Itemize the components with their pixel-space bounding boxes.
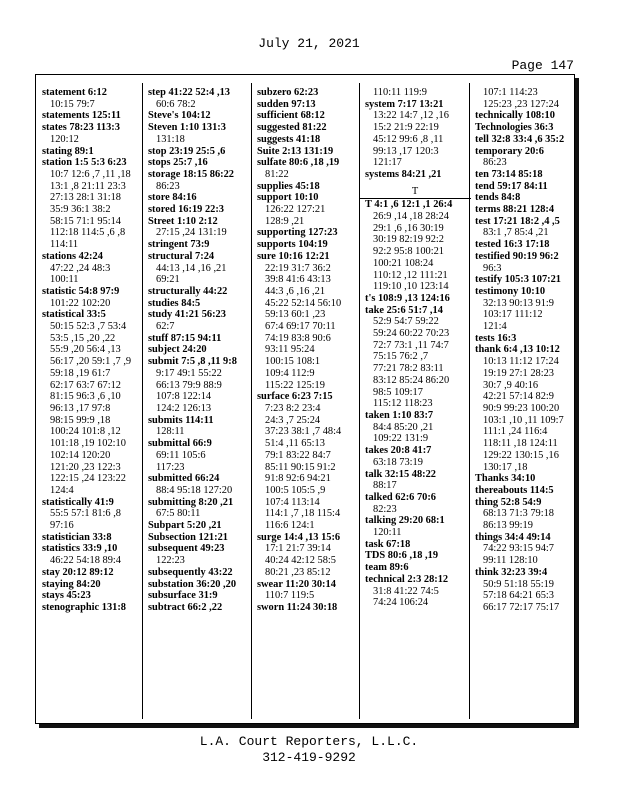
index-entry-continuation: 107:8 122:14: [156, 391, 212, 403]
index-entry-continuation: 131:18: [156, 133, 185, 145]
index-entry-continuation: 93:11 95:24: [265, 344, 315, 356]
index-entry: talk 32:15 48:22: [365, 468, 436, 480]
index-entry-continuation: 45:22 52:14 56:10: [265, 297, 342, 309]
index-entry-continuation: 98:15 99:9 ,18: [50, 414, 111, 426]
index-entry-continuation: 66:13 79:9 88:9: [156, 379, 222, 391]
index-entry: statistician 33:8: [42, 531, 112, 543]
index-entry-continuation: 27:13 28:1 31:18: [50, 192, 122, 204]
index-entry: supports 104:19: [257, 239, 328, 251]
index-entry: structural 7:24: [148, 250, 215, 262]
index-entry-continuation: 114:1 ,7 ,18 115:4: [265, 508, 341, 520]
index-entry-continuation: 82:23: [373, 503, 397, 515]
index-entry-continuation: 69:21: [156, 274, 180, 286]
index-entry-continuation: 91:8 92:6 94:21: [265, 473, 331, 485]
index-column-3: [257, 87, 341, 614]
index-entry-continuation: 90:9 99:23 100:20: [483, 402, 560, 414]
index-entry-continuation: 67:5 80:11: [156, 508, 201, 520]
index-entry-continuation: 74:19 83:8 90:6: [265, 332, 331, 344]
index-entry: submit 7:5 ,8 ,11 9:8: [148, 356, 237, 368]
index-entry-continuation: 52:9 54:7 59:22: [373, 316, 439, 328]
index-entry: testify 105:3 107:21: [475, 274, 561, 286]
index-entry: structurally 44:22: [148, 285, 228, 297]
index-entry-continuation: 124:4: [50, 484, 74, 496]
index-entry-continuation: 88:17: [373, 480, 397, 492]
index-entry-continuation: 84:4 85:20 ,21: [373, 421, 434, 433]
index-entry-continuation: 35:9 36:1 38:2: [50, 204, 111, 216]
index-entry: statistical 33:5: [42, 309, 106, 321]
index-entry: stating 89:1: [42, 145, 94, 157]
index-entry: Thanks 34:10: [475, 473, 536, 485]
index-entry: T 4:1 ,6 12:1 ,1 26:4: [365, 199, 453, 211]
index-entry: subsequently 43:22: [148, 566, 233, 578]
index-entry-continuation: 56:17 ,20 59:1 ,7 ,9: [50, 356, 132, 368]
index-entry-continuation: 15:2 21:9 22:19: [373, 122, 439, 134]
index-entry-continuation: 125:23 ,23 127:24: [483, 98, 559, 110]
index-entry-continuation: 50:15 52:3 ,7 53:4: [50, 321, 127, 333]
index-entry-continuation: 10:15 79:7: [50, 98, 95, 110]
index-entry: sudden 97:13: [257, 98, 316, 110]
index-entry-continuation: 51:4 ,11 65:13: [265, 438, 325, 450]
index-entry-continuation: 46:22 54:18 89:4: [50, 555, 122, 567]
index-column-2: [148, 87, 237, 614]
index-entry: statement 6:12: [42, 87, 107, 98]
index-entry: TDS 80:6 ,18 ,19: [365, 550, 439, 562]
index-entry-continuation: 72:7 73:1 ,11 74:7: [373, 339, 449, 351]
index-entry-continuation: 55:9 ,20 56:4 ,13: [50, 344, 121, 356]
index-entry: studies 84:5: [148, 297, 201, 309]
index-entry-continuation: 110:12 ,12 111:21: [373, 269, 448, 281]
index-entry-continuation: 10:13 11:12 17:24: [483, 356, 559, 368]
index-entry-continuation: 101:18 ,19 102:10: [50, 438, 126, 450]
index-entry-continuation: 110:7 119:5: [265, 590, 315, 602]
page-number: Page 147: [511, 58, 574, 73]
index-entry: stay 20:12 89:12: [42, 566, 114, 578]
index-entry-continuation: 107:1 114:23: [483, 87, 538, 98]
index-column-5: [475, 87, 564, 614]
index-entry-continuation: 10:7 12:6 ,7 ,11 ,18: [50, 168, 131, 180]
index-entry-continuation: 59:18 ,19 61:7: [50, 367, 111, 379]
index-entry-continuation: 98:5 109:17: [373, 386, 423, 398]
index-entry-continuation: 128:9 ,21: [265, 215, 305, 227]
column-divider: [469, 83, 470, 719]
index-entry: submittal 66:9: [148, 438, 212, 450]
index-entry-continuation: 120:12: [50, 133, 79, 145]
index-entry-continuation: 37:23 38:1 ,7 48:4: [265, 426, 342, 438]
index-entry-continuation: 101:22 102:20: [50, 297, 111, 309]
index-entry-continuation: 116:6 124:1: [265, 520, 315, 532]
index-entry-continuation: 62:7: [156, 321, 175, 333]
index-entry-continuation: 74:24 106:24: [373, 597, 429, 609]
index-entry-continuation: 121:17: [373, 157, 402, 169]
index-entry: submitted 66:24: [148, 473, 220, 485]
index-entry: store 84:16: [148, 192, 197, 204]
index-entry-continuation: 17:1 21:7 39:14: [265, 543, 331, 555]
index-entry: terms 88:21 128:4: [475, 204, 555, 216]
index-entry: tested 16:3 17:18: [475, 239, 550, 251]
index-entry: surface 6:23 7:15: [257, 391, 333, 403]
index-entry: stops 25:7 ,16: [148, 157, 208, 169]
index-entry-continuation: 86:23: [483, 157, 507, 169]
index-entry-continuation: 32:13 90:13 91:9: [483, 297, 555, 309]
index-entry: thereabouts 114:5: [475, 484, 554, 496]
index-entry-continuation: 24:3 ,7 25:24: [265, 414, 321, 426]
index-entry-continuation: 69:11 105:6: [156, 449, 206, 461]
index-entry-continuation: 7:23 8:2 23:4: [265, 402, 321, 414]
index-entry-continuation: 83:1 ,7 85:4 ,21: [483, 227, 549, 239]
index-entry: subject 24:20: [148, 344, 207, 356]
index-entry: Steven 1:10 131:3: [148, 122, 226, 134]
index-entry-continuation: 121:20 ,23 122:3: [50, 461, 121, 473]
column-divider: [142, 83, 143, 719]
index-entry-continuation: 122:23: [156, 555, 185, 567]
index-column-4: [365, 87, 465, 609]
index-entry: ten 73:14 85:18: [475, 168, 543, 180]
index-entry-continuation: 100:5 105:5 ,9: [265, 484, 326, 496]
index-entry-continuation: 92:2 95:8 100:21: [373, 246, 445, 258]
index-entry-continuation: 58:15 71:1 95:14: [50, 215, 122, 227]
index-entry-continuation: 115:22 125:19: [265, 379, 325, 391]
index-entry: technically 108:10: [475, 110, 555, 122]
index-entry: swear 11:20 30:14: [257, 578, 336, 590]
index-entry-continuation: 60:6 78:2: [156, 98, 196, 110]
index-entry-continuation: 27:15 ,24 131:19: [156, 227, 227, 239]
index-entry: take 25:6 51:7 ,14: [365, 304, 443, 316]
index-entry: tend 59:17 84:11: [475, 180, 548, 192]
index-entry-continuation: 122:15 ,24 123:22: [50, 473, 126, 485]
index-entry: statistically 41:9: [42, 496, 114, 508]
index-entry-continuation: 97:16: [50, 520, 74, 532]
index-entry: team 89:6: [365, 562, 409, 574]
index-entry-continuation: 13:1 ,8 21:11 23:3: [50, 180, 126, 192]
index-entry-continuation: 115:12 118:23: [373, 398, 433, 410]
index-entry: talking 29:20 68:1: [365, 515, 445, 527]
index-entry: Technologies 36:3: [475, 122, 554, 134]
index-entry: takes 20:8 41:7: [365, 445, 432, 457]
index-entry-continuation: 103:17 111:12: [483, 309, 543, 321]
index-entry-continuation: 44:3 ,6 ,16 ,21: [265, 285, 326, 297]
index-entry-continuation: 31:8 41:22 74:5: [373, 585, 439, 597]
index-entry: surge 14:4 ,13 15:6: [257, 531, 341, 543]
index-entry-continuation: 55:5 57:1 81:6 ,8: [50, 508, 122, 520]
section-letter-heading: T: [359, 186, 471, 200]
index-entry: Subsection 121:21: [148, 531, 228, 543]
index-entry-continuation: 124:2 126:13: [156, 402, 212, 414]
index-entry: talked 62:6 70:6: [365, 491, 436, 503]
index-entry-continuation: 13:22 14:7 ,12 ,16: [373, 110, 449, 122]
index-entry-continuation: 100:21 108:24: [373, 257, 434, 269]
index-entry: systems 84:21 ,21: [365, 168, 442, 180]
index-entry: sulfate 80:6 ,18 ,19: [257, 157, 340, 169]
index-entry-continuation: 62:17 63:7 67:12: [50, 379, 122, 391]
index-entry-continuation: 9:17 49:1 55:22: [156, 367, 222, 379]
index-entry-continuation: 120:11: [373, 527, 402, 539]
index-entry: states 78:23 113:3: [42, 122, 120, 134]
index-entry: Suite 2:13 131:19: [257, 145, 334, 157]
index-entry: test 17:21 18:2 ,4 ,5: [475, 215, 560, 227]
index-entry-continuation: 126:22 127:21: [265, 204, 326, 216]
index-entry-continuation: 30:7 ,9 40:16: [483, 379, 539, 391]
index-entry-continuation: 96:13 ,17 97:8: [50, 402, 111, 414]
index-entry: Street 1:10 2:12: [148, 215, 218, 227]
index-entry-continuation: 111:1 ,24 116:4: [483, 426, 548, 438]
index-entry: stenographic 131:8: [42, 601, 126, 613]
index-entry: thank 6:4 ,13 10:12: [475, 344, 560, 356]
index-entry: system 7:17 13:21: [365, 98, 444, 110]
index-entry: think 32:23 39:4: [475, 566, 548, 578]
index-entry-continuation: 99:13 ,17 120:3: [373, 145, 439, 157]
index-entry: step 41:22 52:4 ,13: [148, 87, 230, 98]
index-entry-continuation: 53:5 ,15 ,20 ,22: [50, 332, 116, 344]
index-entry-continuation: 79:1 83:22 84:7: [265, 449, 331, 461]
index-entry-continuation: 114:11: [50, 239, 79, 251]
index-entry-continuation: 103:1 ,10 ,11 109:7: [483, 414, 564, 426]
index-entry: temporary 20:6: [475, 145, 544, 157]
index-entry-continuation: 96:3: [483, 262, 502, 274]
index-entry-continuation: 63:18 73:19: [373, 456, 423, 468]
word-index-frame: [35, 74, 575, 724]
index-entry: stop 23:19 25:5 ,6: [148, 145, 226, 157]
index-entry: supporting 127:23: [257, 227, 338, 239]
index-entry: sworn 11:24 30:18: [257, 601, 338, 613]
index-entry: tests 16:3: [475, 332, 517, 344]
index-entry: subsurface 31:9: [148, 590, 218, 602]
index-entry-continuation: 66:17 72:17 75:17: [483, 601, 560, 613]
index-entry: staying 84:20: [42, 578, 101, 590]
index-entry: sufficient 68:12: [257, 110, 325, 122]
index-entry-continuation: 80:21 ,23 85:12: [265, 566, 331, 578]
index-entry: substation 36:20 ,20: [148, 578, 237, 590]
index-entry-continuation: 59:13 60:1 ,23: [265, 309, 326, 321]
index-entry: supplies 45:18: [257, 180, 320, 192]
index-entry-continuation: 57:18 64:21 65:3: [483, 590, 555, 602]
index-entry-continuation: 117:23: [156, 461, 185, 473]
index-entry: subzero 62:23: [257, 87, 319, 98]
index-entry: support 10:10: [257, 192, 319, 204]
index-entry-continuation: 100:24 101:8 ,12: [50, 426, 121, 438]
index-entry-continuation: 88:4 95:18 127:20: [156, 484, 233, 496]
index-entry-continuation: 109:22 131:9: [373, 433, 429, 445]
index-entry-continuation: 129:22 130:15 ,16: [483, 449, 559, 461]
index-entry-continuation: 118:11 ,18 124:11: [483, 438, 558, 450]
index-entry-continuation: 85:11 90:15 91:2: [265, 461, 336, 473]
index-entry: stuff 87:15 94:11: [148, 332, 222, 344]
index-entry-continuation: 121:4: [483, 321, 507, 333]
index-entry: statements 125:11: [42, 110, 121, 122]
index-entry: sure 10:16 12:21: [257, 250, 330, 262]
index-entry: statistics 33:9 ,10: [42, 543, 118, 555]
footer-company: L.A. Court Reporters, L.L.C.: [199, 734, 419, 749]
index-entry-continuation: 100:11: [50, 274, 79, 286]
index-entry-continuation: 100:15 108:1: [265, 356, 321, 368]
index-entry-continuation: 128:11: [156, 426, 185, 438]
index-entry: taken 1:10 83:7: [365, 409, 434, 421]
index-entry: storage 18:15 86:22: [148, 168, 234, 180]
index-entry-continuation: 109:4 112:9: [265, 367, 315, 379]
index-entry-continuation: 77:21 78:2 83:11: [373, 363, 444, 375]
index-entry: tends 84:8: [475, 192, 521, 204]
index-entry-continuation: 81:22: [265, 168, 289, 180]
index-column-1: [42, 87, 131, 614]
index-entry: task 67:18: [365, 538, 411, 550]
index-entry-continuation: 47:22 ,24 48:3: [50, 262, 111, 274]
index-entry: technical 2:3 28:12: [365, 573, 449, 585]
index-entry: testified 90:19 96:2: [475, 250, 559, 262]
index-entry: submitting 8:20 ,21: [148, 496, 234, 508]
index-entry: testimony 10:10: [475, 285, 546, 297]
index-entry-continuation: 59:24 60:22 70:23: [373, 328, 450, 340]
index-entry-continuation: 44:13 ,14 ,16 ,21: [156, 262, 227, 274]
index-entry-continuation: 45:12 99:6 ,8 ,11: [373, 133, 444, 145]
index-entry: Subpart 5:20 ,21: [148, 520, 222, 532]
index-entry: tell 32:8 33:4 ,6 35:2: [475, 133, 565, 145]
index-entry: Steve's 104:12: [148, 110, 211, 122]
index-entry-continuation: 50:9 51:18 55:19: [483, 578, 555, 590]
index-entry-continuation: 67:4 69:17 70:11: [265, 321, 336, 333]
index-entry: things 34:4 49:14: [475, 531, 551, 543]
index-entry-continuation: 40:24 42:12 58:5: [265, 555, 337, 567]
index-entry-continuation: 86:13 99:19: [483, 520, 533, 532]
index-entry-continuation: 42:21 57:14 82:9: [483, 391, 555, 403]
index-entry: study 41:21 56:23: [148, 309, 226, 321]
index-entry-continuation: 30:19 82:19 92:2: [373, 234, 445, 246]
index-entry: submits 114:11: [148, 414, 214, 426]
index-entry: stored 16:19 22:3: [148, 204, 224, 216]
index-entry-continuation: 29:1 ,6 ,16 30:19: [373, 222, 444, 234]
index-entry-continuation: 110:11 119:9: [373, 87, 427, 98]
index-entry-continuation: 102:14 120:20: [50, 449, 111, 461]
index-entry: subsequent 49:23: [148, 543, 225, 555]
index-entry: thing 52:8 54:9: [475, 496, 542, 508]
index-entry-continuation: 83:12 85:24 86:20: [373, 374, 450, 386]
index-entry: stays 45:23: [42, 590, 91, 602]
index-entry-continuation: 130:17 ,18: [483, 461, 528, 473]
index-entry: statistic 54:8 97:9: [42, 285, 120, 297]
index-entry-continuation: 119:10 ,10 123:14: [373, 281, 449, 293]
index-entry: suggested 81:22: [257, 122, 327, 134]
index-entry: suggests 41:18: [257, 133, 321, 145]
index-entry-continuation: 74:22 93:15 94:7: [483, 543, 555, 555]
header-date: July 21, 2021: [258, 36, 360, 51]
index-entry-continuation: 112:18 114:5 ,6 ,8: [50, 227, 126, 239]
index-entry-continuation: 99:11 128:10: [483, 555, 538, 567]
index-entry-continuation: 68:13 71:3 79:18: [483, 508, 555, 520]
index-entry-continuation: 81:15 96:3 ,6 ,10: [50, 391, 121, 403]
index-entry-continuation: 107:4 113:14: [265, 496, 320, 508]
index-entry-continuation: 26:9 ,14 ,18 28:24: [373, 211, 449, 223]
index-entry-continuation: 39:8 41:6 43:13: [265, 274, 331, 286]
index-entry: station 1:5 5:3 6:23: [42, 157, 127, 169]
index-entry: stringent 73:9: [148, 239, 210, 251]
column-divider: [359, 83, 360, 719]
index-entry-continuation: 22:19 31:7 36:2: [265, 262, 331, 274]
index-entry-continuation: 86:23: [156, 180, 180, 192]
index-entry: stations 42:24: [42, 250, 103, 262]
index-entry: subtract 66:2 ,22: [148, 601, 223, 613]
footer-phone: 312-419-9292: [262, 750, 356, 765]
column-divider: [251, 83, 252, 719]
index-entry: t's 108:9 ,13 124:16: [365, 292, 450, 304]
index-entry-continuation: 75:15 76:2 ,7: [373, 351, 429, 363]
index-entry-continuation: 19:19 27:1 28:23: [483, 367, 555, 379]
